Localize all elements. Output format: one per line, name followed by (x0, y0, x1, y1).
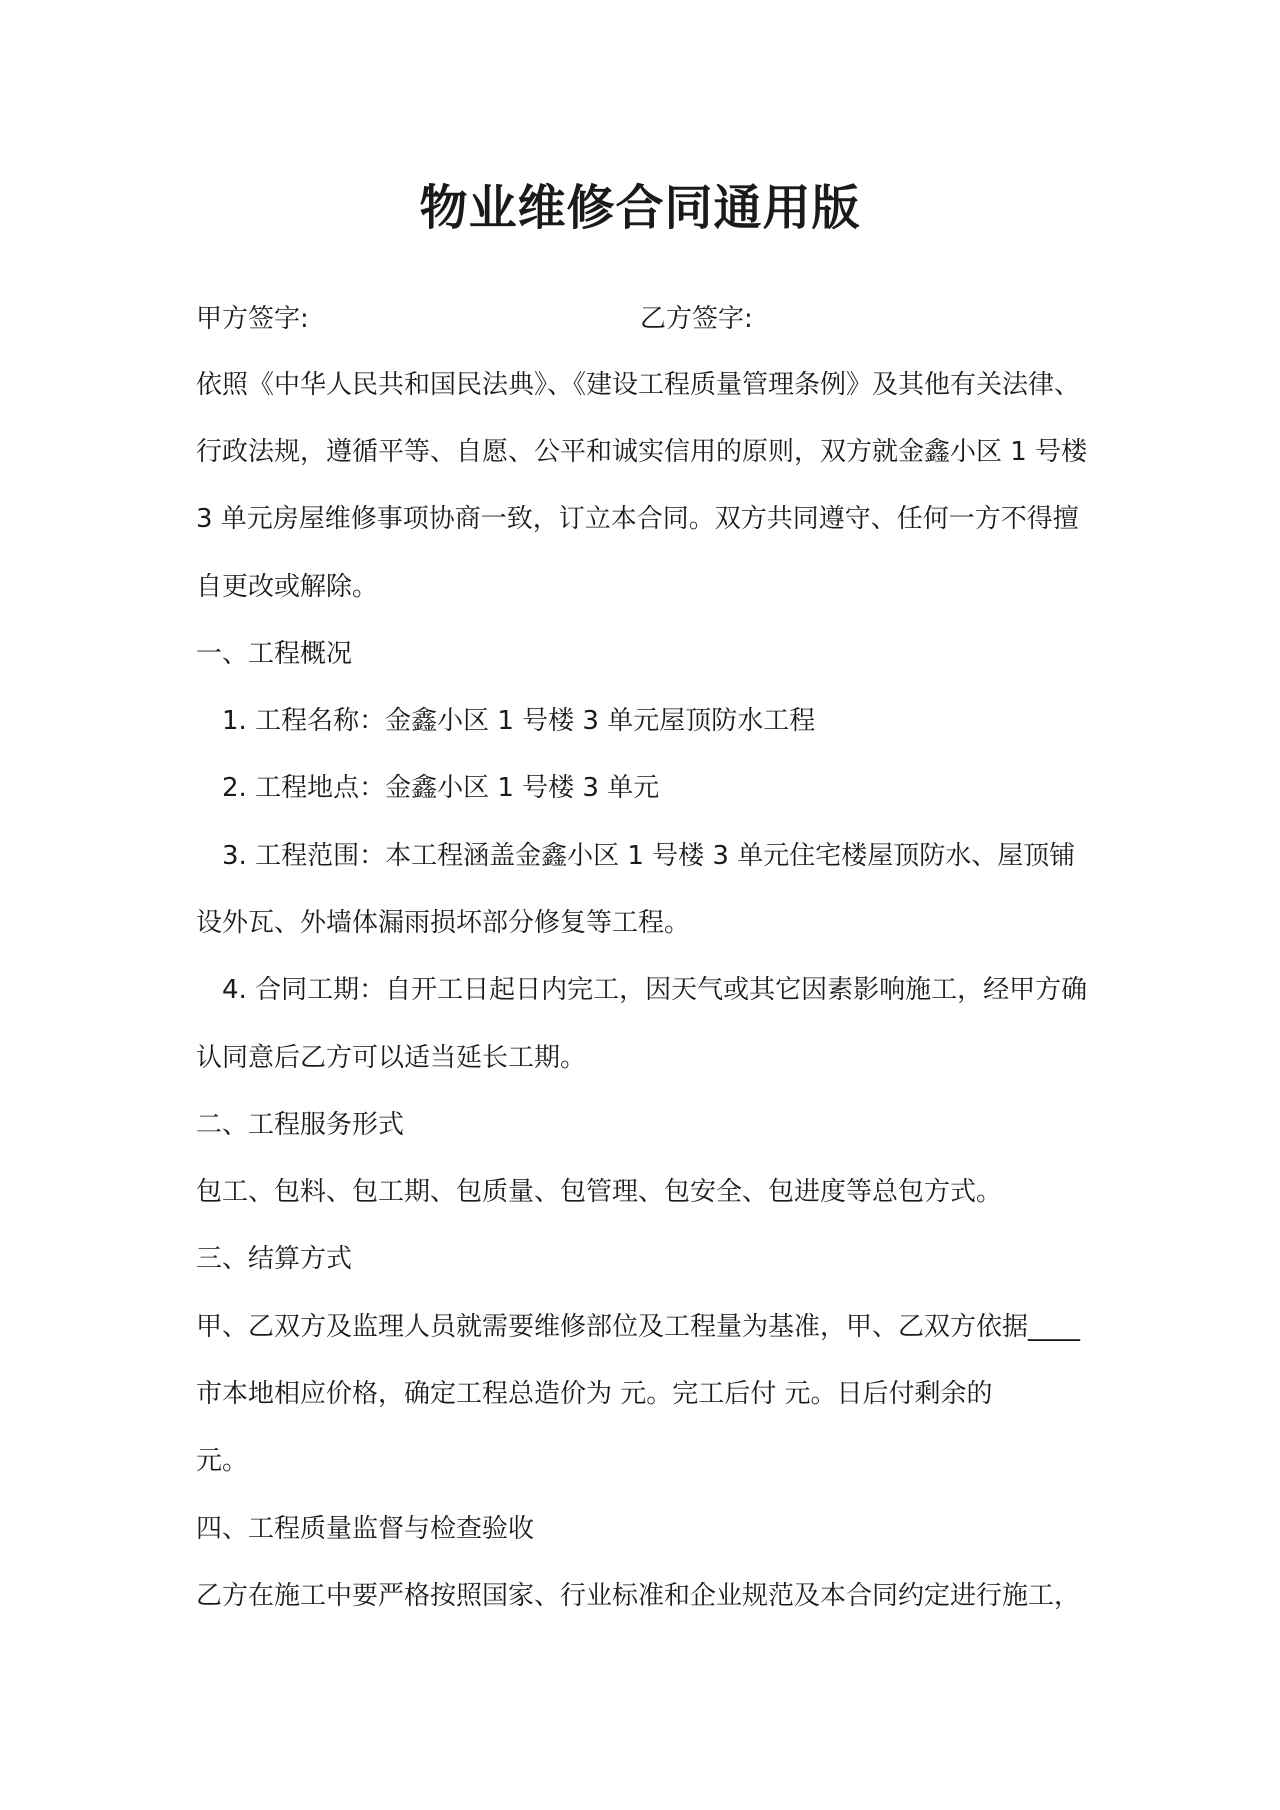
body-line: 自更改或解除。 (196, 572, 379, 602)
body-line: 认同意后乙方可以适当延长工期。 (196, 1043, 587, 1073)
body-line: 行政法规，遵循平等、自愿、公平和诚实信用的原则，双方就金鑫小区 1 号楼 (196, 437, 1088, 467)
list-item: 3. 工程范围：本工程涵盖金鑫小区 1 号楼 3 单元住宅楼屋顶防水、屋顶铺 (222, 841, 1076, 871)
section-heading: 四、工程质量监督与检查验收 (196, 1514, 535, 1544)
document-title: 物业维修合同通用版 (419, 180, 861, 236)
body-line: 乙方在施工中要严格按照国家、行业标准和企业规范及本合同约定进行施工， (196, 1581, 1081, 1611)
list-item: 4. 合同工期：自开工日起日内完工，因天气或其它因素影响施工，经甲方确 (222, 975, 1088, 1005)
list-item: 1. 工程名称：金鑫小区 1 号楼 3 单元屋顶防水工程 (222, 706, 816, 736)
body-line: 元。 (196, 1446, 249, 1476)
body-line: 包工、包料、包工期、包质量、包管理、包安全、包进度等总包方式。 (196, 1177, 1003, 1207)
section-heading: 三、结算方式 (196, 1244, 353, 1274)
list-item: 2. 工程地点：金鑫小区 1 号楼 3 单元 (222, 773, 660, 803)
section-heading: 二、工程服务形式 (196, 1110, 405, 1140)
body-line: 市本地相应价格，确定工程总造价为 元。完工后付 元。日后付剩余的 (196, 1379, 993, 1409)
body-line: 3 单元房屋维修事项协商一致，订立本合同。双方共同遵守、任何一方不得擅 (196, 504, 1079, 534)
party-a-signature-label: 甲方签字: (196, 304, 309, 334)
body-line: 甲、乙双方及监理人员就需要维修部位及工程量为基准，甲、乙双方依据____ (196, 1312, 1081, 1342)
party-b-signature-label: 乙方签字: (640, 304, 753, 334)
body-line: 依照《中华人民共和国民法典》、《建设工程质量管理条例》及其他有关法律、 (196, 370, 1081, 400)
body-line: 设外瓦、外墙体漏雨损坏部分修复等工程。 (196, 908, 691, 938)
section-heading: 一、工程概况 (196, 639, 353, 669)
